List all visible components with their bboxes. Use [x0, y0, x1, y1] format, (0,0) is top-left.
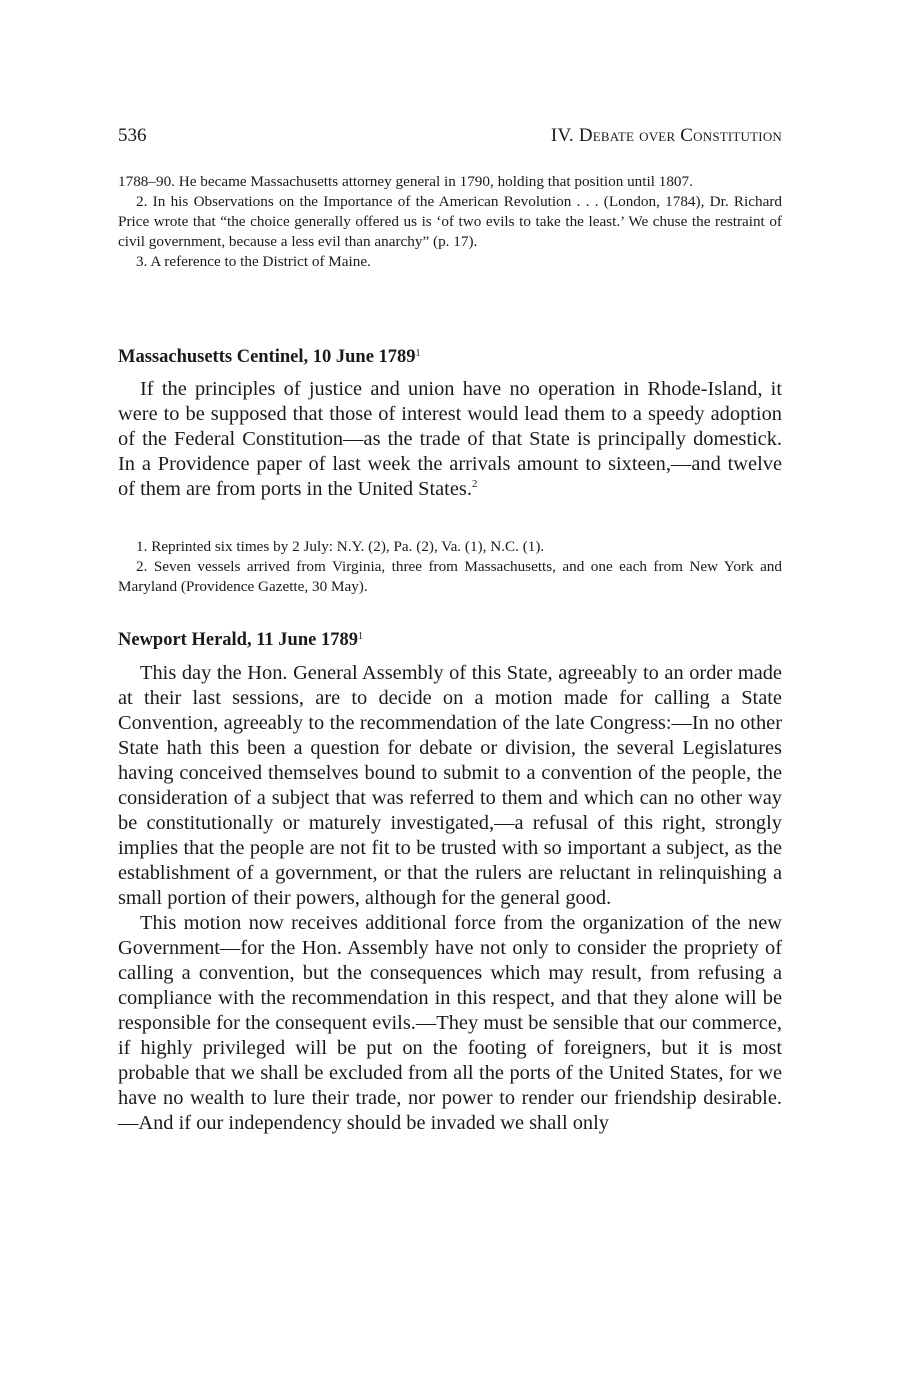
herald-heading-note: 1	[357, 631, 363, 642]
centinel-footnote-2: 2. Seven vessels arrived from Virginia, three from Massachusetts, and one each from New York and Maryland (Providence Gazette, 30 May).	[118, 558, 782, 595]
centinel-footnote-1: 1. Reprinted six times by 2 July: N.Y. (2), Pa. (2), Va. (1), N.C. (1).	[136, 538, 545, 555]
herald-body	[118, 661, 782, 1136]
footnote-3: 3. A reference to the District of Maine.	[136, 253, 371, 270]
centinel-paragraph	[118, 377, 782, 502]
footnote-continuation: 1788–90. He became Massachusetts attorney general in 1790, holding that position until 1807.	[118, 173, 693, 190]
running-head	[118, 124, 782, 148]
centinel-heading-text: Massachusetts Centinel, 10 June 1789	[118, 347, 416, 367]
top-footnotes	[118, 172, 782, 272]
section-title: IV. Debate over Constitution	[550, 125, 782, 146]
centinel-footnotes	[118, 537, 782, 597]
centinel-paragraph-note: 2	[471, 478, 478, 490]
herald-paragraph-2: This motion now receives additional force from the organization of the new Government—for the Hon. Assembly have not only to consider the propriety of calling a convention, but the consequences which may result, from refusing a compliance with the recommendation in this respect, and that they alone will be responsible for the consequent evils.—They must be sensible that our commerce, if highly privileged will be put on the footing of foreigners, but it is most probable that we shall be excluded from all the ports of the United States, for we have no wealth to lure their trade, nor power to render our friendship desirable.—And if our independency should be invaded we shall only	[118, 912, 782, 1134]
centinel-paragraph-text: If the principles of justice and union have no operation in Rhode-Island, it were to be supposed that those of interest would lead them to a speedy adoption of the Federal Constitution—as the trade of that State is principally domestick. In a Providence paper of last week the arrivals amount to sixteen,—and twelve of them are from ports in the United States.	[118, 378, 782, 500]
centinel-body	[118, 377, 782, 502]
herald-heading-text: Newport Herald, 11 June 1789	[118, 630, 358, 650]
herald-heading	[118, 625, 782, 652]
herald-paragraph-1: This day the Hon. General Assembly of this State, agreeably to an order made at their last sessions, are to decide on a motion made for calling a State Convention, agreeably to the recommendation of the late Congress:—In no other State hath this been a question for debate or division, the several Legislatures having conceived themselves bound to submit to a convention of the people, the consideration of a subject that was referred to them and which can no other way be constitutionally or maturely investigated,—a refusal of this right, strongly implies that the people are not fit to be trusted with so important a subject, as the establishment of a government, or that the rulers are reluctant in relinquishing a small portion of their powers, although for the general good.	[118, 662, 782, 909]
page-number: 536	[118, 125, 147, 146]
centinel-heading-note: 1	[415, 348, 421, 359]
footnote-2: 2. In his Observations on the Importance of the American Revolution . . . (London, 1784), Dr. Richard Price wrote that “the choice generally offered us is ‘of two evils to take the least.’ We chuse the restraint of civil government, because a less evil than anarchy” (p. 17).	[118, 193, 782, 250]
centinel-heading	[118, 342, 782, 369]
